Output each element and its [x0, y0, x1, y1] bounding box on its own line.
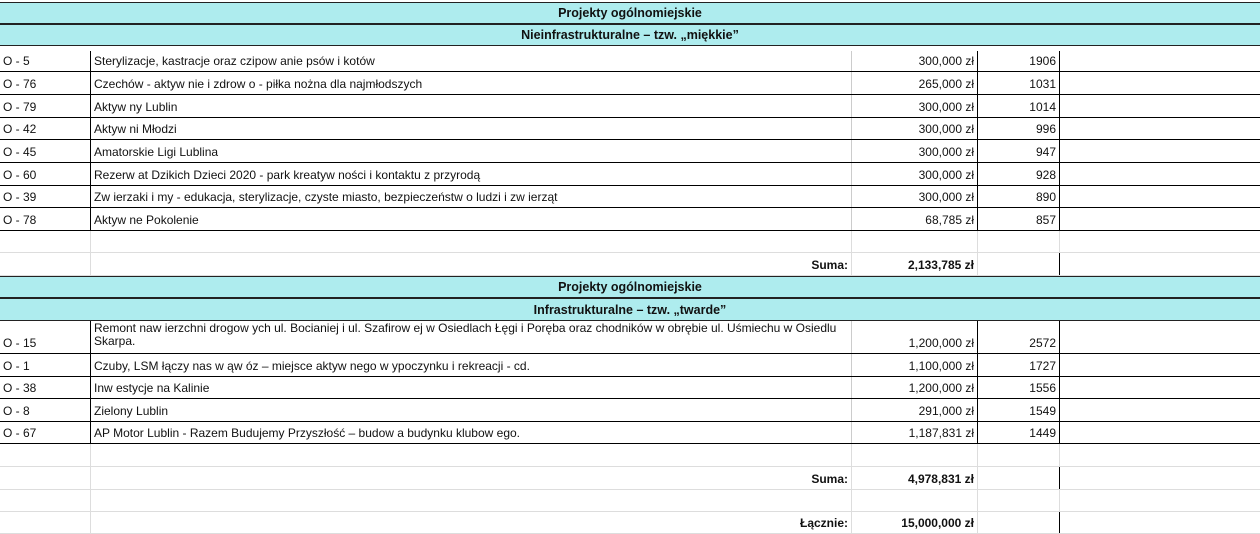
empty-cell[interactable] [90, 444, 851, 466]
empty-row [0, 444, 1260, 467]
project-amount[interactable]: 300,000 zł [851, 163, 977, 185]
empty-cell[interactable] [90, 231, 851, 252]
project-votes[interactable]: 928 [977, 163, 1059, 185]
section-title: Projekty ogólnomiejskie [0, 276, 1260, 298]
project-id[interactable]: O - 1 [3, 359, 30, 373]
empty-cell[interactable] [90, 490, 851, 511]
table-row [0, 163, 1260, 186]
project-votes[interactable]: 2572 [977, 321, 1059, 353]
table-row [0, 186, 1260, 208]
project-votes[interactable]: 890 [977, 186, 1059, 207]
empty-cell[interactable] [977, 444, 1059, 466]
empty-cell[interactable] [851, 490, 977, 511]
total-row [0, 512, 1260, 534]
empty-cell[interactable] [1059, 253, 1260, 275]
empty-cell[interactable] [1059, 95, 1260, 117]
empty-row [0, 490, 1260, 512]
project-votes[interactable]: 1031 [977, 72, 1059, 94]
project-amount[interactable]: 265,000 zł [851, 72, 977, 94]
sum-value[interactable]: 2,133,785 zł [851, 253, 977, 275]
empty-cell[interactable] [1059, 118, 1260, 139]
sum-value[interactable]: 15,000,000 zł [851, 512, 977, 533]
sum-value[interactable]: 4,978,831 zł [851, 467, 977, 489]
project-name[interactable]: Inw estycje na Kalinie [90, 377, 851, 398]
project-amount[interactable]: 1,200,000 zł [851, 321, 977, 353]
project-amount[interactable]: 68,785 zł [851, 208, 977, 230]
sum-label: Łącznie: [90, 512, 851, 533]
project-name[interactable]: Czechów - aktyw nie i zdrow o - piłka nożna dla najmłodszych [90, 72, 851, 94]
empty-cell[interactable] [977, 253, 1059, 275]
section-subtitle: Nieinfrastrukturalne – tzw. „miękkie” [0, 24, 1260, 46]
project-amount[interactable]: 300,000 zł [851, 186, 977, 207]
empty-cell[interactable] [1059, 377, 1260, 398]
table-row [0, 51, 1260, 72]
project-amount[interactable]: 300,000 zł [851, 118, 977, 139]
project-id[interactable]: O - 67 [3, 426, 37, 440]
section-subtitle: Infrastrukturalne – tzw. „twarde” [0, 298, 1260, 321]
empty-cell[interactable] [1059, 208, 1260, 230]
table-row [0, 422, 1260, 444]
project-amount[interactable]: 300,000 zł [851, 95, 977, 117]
empty-cell[interactable] [0, 512, 90, 533]
project-votes[interactable]: 1549 [977, 399, 1059, 421]
empty-cell[interactable] [1059, 354, 1260, 376]
table-row [0, 354, 1260, 377]
project-amount[interactable]: 300,000 zł [851, 51, 977, 71]
project-id[interactable]: O - 8 [3, 404, 30, 418]
project-name[interactable]: Czuby, LSM łączy nas w ąw óz – miejsce aktyw nego w ypoczynku i rekreacji - cd. [90, 354, 851, 376]
project-id[interactable]: O - 15 [3, 336, 37, 350]
empty-cell[interactable] [1059, 72, 1260, 94]
project-id[interactable]: O - 5 [3, 54, 30, 68]
project-id[interactable]: O - 79 [3, 100, 37, 114]
empty-row [0, 231, 1260, 253]
empty-cell[interactable] [1059, 512, 1260, 533]
empty-cell[interactable] [1059, 422, 1260, 443]
empty-cell[interactable] [0, 444, 90, 466]
project-amount[interactable]: 291,000 zł [851, 399, 977, 421]
table-row [0, 377, 1260, 399]
sum-label: Suma: [90, 467, 851, 489]
empty-cell[interactable] [1059, 321, 1260, 353]
project-name[interactable]: Amatorskie Ligi Lublina [90, 140, 851, 162]
project-name[interactable]: Aktyw ne Pokolenie [90, 208, 851, 230]
project-name[interactable]: Aktyw ny Lublin [90, 95, 851, 117]
empty-cell[interactable] [977, 512, 1059, 533]
empty-cell[interactable] [1059, 231, 1260, 252]
section-title: Projekty ogólnomiejskie [0, 2, 1260, 24]
project-name[interactable]: Sterylizacje, kastracje oraz czipow anie psów i kotów [90, 51, 851, 71]
empty-cell[interactable] [1059, 399, 1260, 421]
empty-cell[interactable] [0, 253, 90, 275]
project-id[interactable]: O - 60 [3, 168, 37, 182]
project-amount[interactable]: 1,100,000 zł [851, 354, 977, 376]
project-name[interactable]: AP Motor Lublin - Razem Budujemy Przyszłość – budow a budynku klubow ego. [90, 422, 851, 443]
empty-cell[interactable] [1059, 444, 1260, 466]
empty-cell[interactable] [977, 467, 1059, 489]
project-id[interactable]: O - 78 [3, 213, 37, 227]
table-row [0, 321, 1260, 354]
empty-cell[interactable] [977, 490, 1059, 511]
empty-cell[interactable] [851, 444, 977, 466]
table-row [0, 95, 1260, 118]
sum-row [0, 467, 1260, 490]
project-name[interactable]: Zielony Lublin [90, 399, 851, 421]
project-id[interactable]: O - 38 [3, 381, 37, 395]
project-votes[interactable]: 1449 [977, 422, 1059, 443]
empty-cell[interactable] [977, 231, 1059, 252]
table-row [0, 118, 1260, 140]
empty-cell[interactable] [0, 467, 90, 489]
empty-cell[interactable] [1059, 186, 1260, 207]
project-votes[interactable]: 947 [977, 140, 1059, 162]
project-id[interactable]: O - 45 [3, 145, 37, 159]
project-votes[interactable]: 1556 [977, 377, 1059, 398]
project-votes[interactable]: 1014 [977, 95, 1059, 117]
empty-cell[interactable] [1059, 51, 1260, 71]
sum-row [0, 253, 1260, 276]
empty-cell[interactable] [1059, 467, 1260, 489]
empty-cell[interactable] [1059, 490, 1260, 511]
table-row [0, 72, 1260, 95]
empty-cell[interactable] [0, 490, 90, 511]
project-name[interactable]: Remont naw ierzchni drogow ych ul. Bocianiej i ul. Szafirow ej w Osiedlach Łęgi i Poręba oraz chodników w obrębie ul. Uśmiechu w Osiedlu Skarpa. [90, 321, 851, 353]
empty-cell[interactable] [1059, 163, 1260, 185]
project-name[interactable]: Aktyw ni Młodzi [90, 118, 851, 139]
table-row [0, 208, 1260, 231]
table-row [0, 399, 1260, 422]
project-votes[interactable]: 1727 [977, 354, 1059, 376]
table-row [0, 140, 1260, 163]
project-amount[interactable]: 300,000 zł [851, 140, 977, 162]
project-votes[interactable]: 1906 [977, 51, 1059, 71]
project-name[interactable]: Zw ierzaki i my - edukacja, sterylizacje, czyste miasto, bezpieczeństw o ludzi i zw ierząt [90, 186, 851, 207]
empty-cell[interactable] [0, 231, 90, 252]
project-id[interactable]: O - 76 [3, 77, 37, 91]
project-id[interactable]: O - 42 [3, 122, 37, 136]
project-name[interactable]: Rezerw at Dzikich Dzieci 2020 - park kreatyw ności i kontaktu z przyrodą [90, 163, 851, 185]
project-amount[interactable]: 1,187,831 zł [851, 422, 977, 443]
sum-label: Suma: [90, 253, 851, 275]
project-id[interactable]: O - 39 [3, 190, 37, 204]
empty-cell[interactable] [851, 231, 977, 252]
project-amount[interactable]: 1,200,000 zł [851, 377, 977, 398]
empty-cell[interactable] [1059, 140, 1260, 162]
project-votes[interactable]: 857 [977, 208, 1059, 230]
project-votes[interactable]: 996 [977, 118, 1059, 139]
